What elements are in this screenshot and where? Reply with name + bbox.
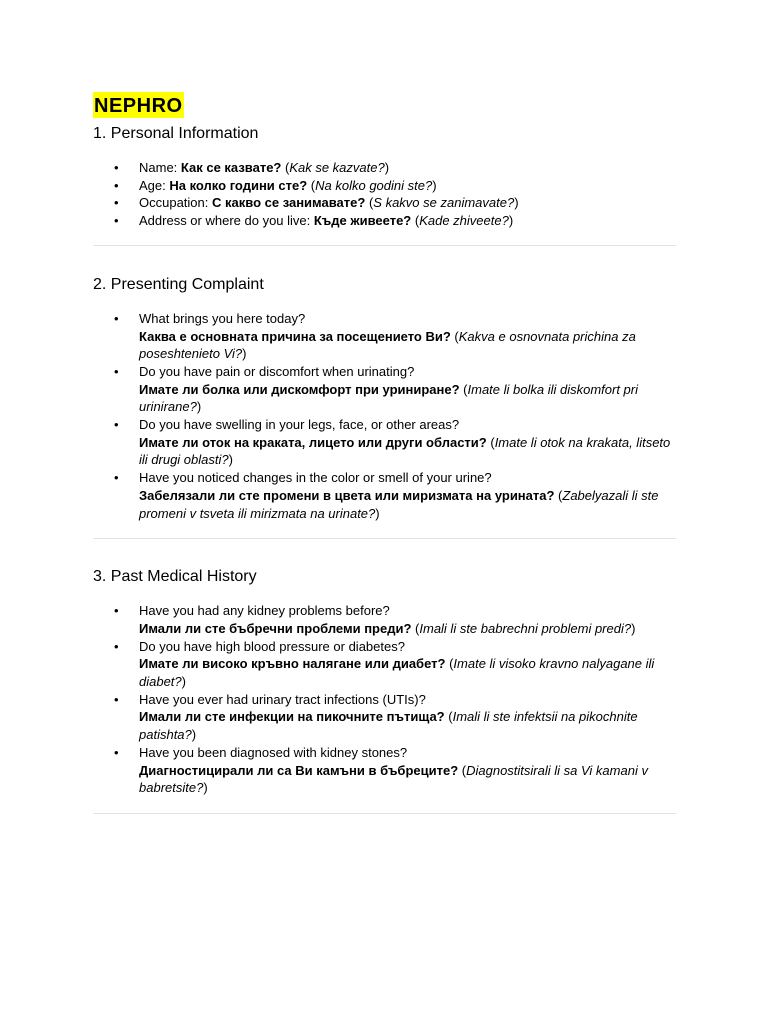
list-item: • Occupation: С какво се занимавате? (S kakvo se zanimavate?) (114, 195, 519, 211)
item-transliteration: Imate li bolka ili diskomfort pri urinirane? (139, 381, 638, 415)
bullet-icon: • (114, 470, 119, 486)
item-transliteration: Diagnostitsirali li sa Vi kamani v babretsite? (139, 762, 648, 796)
item-transliteration: Kakva e osnovnata prichina za poseshtenieto Vi? (139, 328, 636, 362)
list-item: • Have you ever had urinary tract infections (UTIs)? Имали ли сте инфекции на пикочните пътища? (Imali li ste infektsii na pikochnite patishta?) (114, 691, 638, 743)
bullet-icon: • (114, 363, 119, 379)
section-presenting-complaint (93, 275, 676, 539)
list-item: • Age: На колко години сте? (Na kolko godini ste?) (114, 177, 437, 193)
bullet-icon: • (114, 177, 119, 193)
bullet-icon: • (114, 310, 119, 326)
bullet-icon: • (114, 213, 119, 229)
item-transliteration: Imate li otok na krakata, litseto ili drugi oblasti? (139, 434, 671, 468)
item-english: Have you noticed changes in the color or smell of your urine? (139, 470, 492, 486)
item-label: Name: (139, 160, 181, 175)
item-transliteration: Imate li visoko kravno nalyagane ili diabet? (139, 656, 655, 690)
list-item: • Name: Как се казвате? (Kak se kazvate?) (114, 160, 390, 175)
bullet-icon: • (114, 417, 119, 433)
item-bulgarian: Как се казвате? (180, 160, 282, 175)
item-bulgarian: Къде живеете? (313, 213, 412, 229)
bullet-icon: • (114, 691, 119, 707)
item-transliteration: Zabelyazali li ste promeni v tsveta ili mirizmata na urinate? (139, 487, 659, 521)
question-list (93, 310, 676, 522)
item-english: Have you ever had urinary tract infections (UTIs)? (139, 691, 426, 707)
section-divider (93, 813, 676, 814)
list-item: • Do you have pain or discomfort when urinating? Имате ли болка или дискомфорт при уриниране? (Imate li bolka ili diskomfort pri urinirane?) (114, 363, 638, 415)
list-item: • Have you been diagnosed with kidney stones? Диагностицирали ли са Ви камъни в бъбреците? (Diagnostitsirali li sa Vi kamani v babretsite?) (114, 744, 648, 796)
item-english: Do you have swelling in your legs, face, or other areas? (139, 417, 460, 433)
item-transliteration: Kak se kazvate? (289, 160, 385, 175)
list-item: • Do you have high blood pressure or diabetes? Имате ли високо кръвно налягане или диабет? (Imate li visoko kravno nalyagane ili diabet?) (114, 638, 655, 690)
section-divider (93, 245, 676, 246)
item-bulgarian: Имате ли високо кръвно налягане или диабет? (139, 656, 446, 672)
bullet-icon: • (114, 603, 119, 619)
item-bulgarian: Имали ли сте инфекции на пикочните пътища? (139, 709, 445, 725)
question-list (93, 159, 676, 230)
list-item: • Have you noticed changes in the color or smell of your urine? Забелязали ли сте промени в цвета или миризмата на урината? (Zabelyazali li ste promeni v tsveta ili mirizmata na urinate?) (114, 470, 659, 521)
item-english: Have you been diagnosed with kidney stones? (139, 744, 408, 760)
item-transliteration: Na kolko godini ste? (315, 177, 433, 193)
item-label: Age: (139, 177, 170, 193)
item-bulgarian: На колко години сте? (169, 177, 308, 193)
item-transliteration: S kakvo se zanimavate? (373, 195, 515, 211)
bullet-icon: • (114, 160, 119, 175)
bullet-icon: • (114, 638, 119, 654)
item-english: What brings you here today? (139, 310, 306, 326)
item-transliteration: Kade zhiveete? (419, 213, 509, 229)
list-item: • Address or where do you live: Къде живеете? (Kade zhiveete?) (114, 213, 514, 229)
question-list (93, 602, 676, 797)
bullet-icon: • (114, 195, 119, 211)
item-label: Address or where do you live: (139, 213, 314, 229)
document-title: NEPHRO (93, 92, 184, 118)
item-bulgarian: С какво се занимавате? (212, 195, 366, 211)
item-english: Do you have pain or discomfort when urinating? (139, 363, 415, 379)
item-bulgarian: Каква е основната причина за посещението Ви? (139, 328, 451, 344)
item-label: Occupation: (139, 195, 212, 211)
item-bulgarian: Диагностицирали ли са Ви камъни в бъбреците? (139, 762, 459, 778)
item-transliteration: Imali li ste infektsii na pikochnite patishta? (139, 709, 638, 743)
item-bulgarian: Имате ли оток на краката, лицето или други области? (139, 434, 487, 450)
section-heading: 2. Presenting Complaint (93, 275, 264, 293)
item-transliteration: Imali li ste babrechni problemi predi? (419, 620, 632, 636)
list-item: • Have you had any kidney problems before? Имали ли сте бъбречни проблеми преди? (Imali li ste babrechni problemi predi?) (114, 603, 636, 636)
section-heading: 1. Personal Information (93, 125, 259, 142)
section-divider (93, 538, 676, 539)
list-item: • Do you have swelling in your legs, face, or other areas? Имате ли оток на краката, лицето или други области? (Imate li otok na krakata, litseto ili drugi oblasti?) (114, 417, 671, 468)
section-heading: 3. Past Medical History (93, 568, 257, 586)
item-bulgarian: Имали ли сте бъбречни проблеми преди? (139, 620, 412, 636)
item-bulgarian: Забелязали ли сте промени в цвета или миризмата на урината? (139, 487, 555, 503)
item-english: Do you have high blood pressure or diabetes? (139, 638, 405, 654)
list-item: • What brings you here today? Каква е основната причина за посещението Ви? (Kakva e osnovnata prichina za poseshtenieto Vi?) (114, 310, 636, 362)
section-personal-information (93, 124, 676, 246)
document-page (93, 92, 676, 846)
item-bulgarian: Имате ли болка или дискомфорт при уриниране? (139, 381, 460, 397)
item-english: Have you had any kidney problems before? (139, 603, 390, 619)
section-past-medical-history (93, 567, 676, 814)
bullet-icon: • (114, 744, 119, 760)
